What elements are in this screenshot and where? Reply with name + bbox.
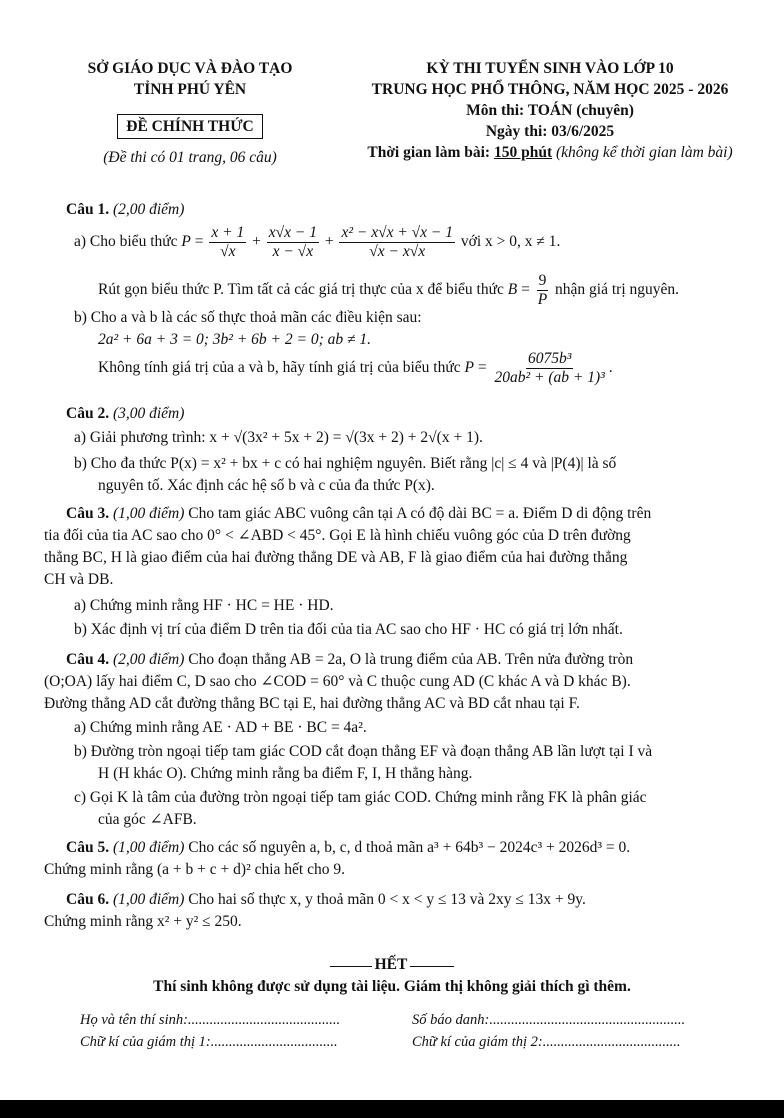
fraction-2: $\frac{x√x - 1}{x - √x}$ [268, 224, 317, 260]
q2-points: (3,00 điểm) [112, 405, 185, 422]
q1-a-label: a) Cho biểu thức [74, 233, 182, 251]
candidate-id-field: Số báo danh:...................................................... [412, 1012, 686, 1028]
q4-b-line2: H (H khác O). Chứng minh rằng ba điểm F, I, H thẳng hàng. [98, 765, 473, 782]
q1-b-task: Không tính giá trị của a và b, hãy tính giá trị của biểu thức [98, 359, 465, 377]
q1-heading [66, 200, 184, 220]
q1-a-task-end: nhận giá trị nguyên. [551, 281, 680, 299]
province-name: TỈNH PHÚ YÊN [133, 81, 247, 98]
q2-b-line1: b) Cho đa thức P(x) = x² + bx + c có hai nghiệm nguyên. Biết rằng |c| ≤ 4 và |P(4)| là số [74, 455, 617, 472]
subject: Môn thi: TOÁN (chuyên) [466, 102, 634, 119]
fraction-3: $\frac{\text{x² − x√x + √x − 1}}{√x - x√x}$ [341, 224, 454, 260]
q1-a-condition: với x > 0, x ≠ 1. [460, 233, 561, 251]
q5-line1 [66, 838, 630, 858]
q4-c-line2: của góc ∠AFB. [98, 811, 197, 828]
exam-title: KỲ THI TUYỂN SINH VÀO LỚP 10 [426, 60, 674, 77]
q2-title: Câu 2. [66, 405, 110, 422]
official-badge: ĐỀ CHÍNH THỨC [117, 114, 262, 139]
candidate-name-field: Họ và tên thí sinh:.......................................... [80, 1012, 341, 1028]
q6-text1: Cho hai số thực x, y thoả mãn 0 < x < y ≤ 13 và 2xy ≤ 13x + 9y. [184, 891, 586, 908]
q1-title: Câu 1. [66, 201, 110, 218]
q3-b: b) Xác định vị trí của điểm D trên tia đối của tia AC sao cho HF · HC có giá trị lớn nhất. [74, 621, 623, 638]
q1-b-line3: Không tính giá trị của a và b, hãy tính giá trị của biểu thức P = $\frac{\text{6075b³}}{\text{20ab² + (ab + 1)³}}$ . [98, 350, 613, 386]
q1-a-task: Rút gọn biểu thức P. Tìm tất cả các giá trị thực của x để biểu thức [98, 281, 508, 299]
end-rule-right [410, 966, 454, 967]
q3-a: a) Chứng minh rằng HF · HC = HE · HD. [74, 597, 334, 614]
bottom-edge-bar [0, 1100, 784, 1118]
q2-heading [66, 404, 184, 424]
q6-line1 [66, 890, 586, 910]
q4-text1: Cho đoạn thẳng AB = 2a, O là trung điểm của AB. Trên nửa đường tròn [184, 651, 634, 668]
q1-points: (2,00 điểm) [112, 201, 185, 218]
q5-text1: Cho các số nguyên a, b, c, d thoả mãn a³ + 64b³ − 2024c³ + 2026d³ = 0. [184, 839, 631, 856]
q4-line3: Đường thẳng AD cắt đường thẳng BC tại E, hai đường thẳng AC và BD cắt nhau tại F. [44, 695, 580, 712]
q4-title: Câu 4. [66, 651, 110, 668]
q3-line1 [66, 504, 651, 524]
fraction-1: $\frac{x + 1}{√x}$ [211, 224, 245, 260]
footer-notice: Thí sinh không được sử dụng tài liệu. Giám thị không giải thích gì thêm. [153, 978, 631, 995]
q3-text1: Cho tam giác ABC vuông cân tại A có độ dài BC = a. Điểm D di động trên [184, 505, 652, 522]
exam-date: Ngày thi: 03/6/2025 [485, 123, 615, 140]
q2-b-line2: nguyên tố. Xác định các hệ số b và c của đa thức P(x). [98, 477, 435, 494]
q1-b-conditions: 2a² + 6a + 3 = 0; 3b² + 6b + 2 = 0; ab ≠ 1. [98, 331, 372, 348]
p-denominator: 20ab² + (ab + 1)³ [494, 369, 605, 386]
q4-points: (2,00 điểm) [112, 651, 185, 668]
q1-a-line: a) Cho biểu thức P = $\frac{x + 1}{√x}$ + $\frac{x√x - 1}{x - √x}$ + $\frac{\text{x² − x√x + √x − 1}}{√x - x√x}$ với x > 0, x ≠ 1. [74, 224, 561, 260]
page-note: (Đề thi có 01 trang, 06 câu) [103, 149, 277, 166]
fraction-p [493, 350, 607, 387]
department-name: SỞ GIÁO DỤC VÀ ĐÀO TẠO [87, 60, 293, 77]
q1-b-line1: b) Cho a và b là các số thực thoả mãn các điều kiện sau: [74, 309, 422, 326]
time-note: (không kể thời gian làm bài) [552, 144, 733, 161]
time-value: 150 phút [493, 144, 553, 161]
fraction-b: $\frac{9}{P}$ [537, 272, 548, 308]
q4-line1 [66, 650, 633, 670]
header-right [340, 58, 760, 163]
q3-line3: thẳng BC, H là giao điểm của hai đường thẳng DE và AB, F là giao điểm của hai đường thẳng [44, 549, 628, 566]
q2-a: a) Giải phương trình: x + √(3x² + 5x + 2) = √(3x + 2) + 2√(x + 1). [74, 429, 483, 446]
end-label: HẾT [374, 956, 408, 973]
supervisor1-signature-field: Chữ kí của giám thị 1:................................... [80, 1034, 338, 1050]
end-rule-left [330, 966, 372, 967]
q5-title: Câu 5. [66, 839, 110, 856]
q1-a-line2: Rút gọn biểu thức P. Tìm tất cả các giá trị thực của x để biểu thức B = $\frac{9}{P}$ nhận giá trị nguyên. [98, 272, 680, 308]
p-numerator: 6075b³ [527, 350, 572, 367]
q6-line2: Chứng minh rằng x² + y² ≤ 250. [44, 913, 242, 930]
q4-c-line1: c) Gọi K là tâm của đường tròn ngoại tiếp tam giác COD. Chứng minh rằng FK là phân giác [74, 789, 647, 806]
exam-year: TRUNG HỌC PHỔ THÔNG, NĂM HỌC 2025 - 2026 [371, 81, 729, 98]
time-prefix: Thời gian làm bài: [367, 144, 494, 161]
q4-line2: (O;OA) lấy hai điểm C, D sao cho ∠COD = 60° và C thuộc cung AD (C khác A và D khác B). [44, 673, 631, 690]
q5-line2: Chứng minh rằng (a + b + c + d)² chia hết cho 9. [44, 861, 345, 878]
q5-points: (1,00 điểm) [112, 839, 185, 856]
q3-line4: CH và DB. [44, 571, 114, 588]
q3-title: Câu 3. [66, 505, 110, 522]
q3-line2: tia đối của tia AC sao cho 0° < ∠ABD < 45°. Gọi E là hình chiếu vuông góc của D trên đường [44, 527, 631, 544]
time-line [340, 142, 760, 163]
q4-a: a) Chứng minh rằng AE · AD + BE · BC = 4a². [74, 719, 367, 736]
q4-b-line1: b) Đường tròn ngoại tiếp tam giác COD cắt đoạn thẳng EF và đoạn thẳng AB lần lượt tại I và [74, 743, 653, 760]
q6-points: (1,00 điểm) [112, 891, 185, 908]
q6-title: Câu 6. [66, 891, 110, 908]
header-left [40, 58, 340, 168]
supervisor2-signature-field: Chữ kí của giám thị 2:...................................... [412, 1034, 681, 1050]
q3-points: (1,00 điểm) [112, 505, 185, 522]
